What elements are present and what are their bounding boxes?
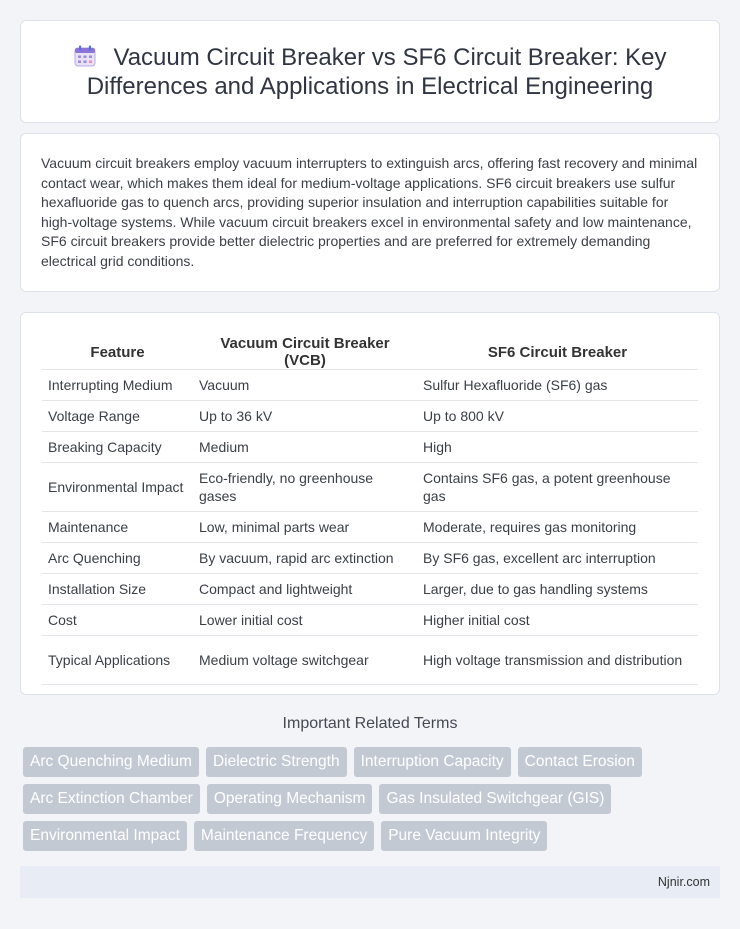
feature-cell: Voltage Range: [42, 401, 193, 432]
feature-cell: Interrupting Medium: [42, 370, 193, 401]
title-card: [20, 20, 720, 123]
vcb-cell: Compact and lightweight: [193, 574, 417, 605]
table-row: [42, 636, 698, 685]
sf6-cell: High voltage transmission and distribution: [417, 636, 698, 685]
table-row: [42, 463, 698, 512]
page-title-text: Vacuum Circuit Breaker vs SF6 Circuit Breaker: Key Differences and Applications in Electrical Engineering: [86, 44, 667, 100]
table-row: [42, 605, 698, 636]
related-term-tag[interactable]: Maintenance Frequency: [194, 821, 374, 851]
table-row: [42, 574, 698, 605]
comparison-table-card: [20, 312, 720, 695]
sf6-cell: Contains SF6 gas, a potent greenhouse gas: [417, 463, 698, 512]
sf6-cell: Sulfur Hexafluoride (SF6) gas: [417, 370, 698, 401]
related-term-tag[interactable]: Contact Erosion: [518, 747, 642, 777]
feature-cell: Breaking Capacity: [42, 432, 193, 463]
related-term-tag[interactable]: Pure Vacuum Integrity: [381, 821, 547, 851]
table-row: [42, 512, 698, 543]
feature-cell: Environmental Impact: [42, 463, 193, 512]
feature-cell: Typical Applications: [42, 636, 193, 685]
feature-cell: Cost: [42, 605, 193, 636]
related-terms-list: [23, 747, 723, 851]
comparison-table: [42, 335, 698, 685]
header-sf6: SF6 Circuit Breaker: [417, 335, 698, 370]
vcb-cell: Vacuum: [193, 370, 417, 401]
feature-cell: Installation Size: [42, 574, 193, 605]
related-term-tag[interactable]: Environmental Impact: [23, 821, 187, 851]
vcb-cell: By vacuum, rapid arc extinction: [193, 543, 417, 574]
table-row: [42, 543, 698, 574]
related-term-tag[interactable]: Gas Insulated Switchgear (GIS): [379, 784, 611, 814]
summary-text: Vacuum circuit breakers employ vacuum interrupters to extinguish arcs, offering fast recovery and minimal contact wear, which makes them ideal for medium-voltage applications. SF6 circuit breakers use sulfur hexafluoride gas to quench arcs, providing superior insulation and interruption capabilities suitable for high-voltage systems. While vacuum circuit breakers excel in environmental safety and low maintenance, SF6 circuit breakers provide better dielectric properties and are preferred for extremely demanding electrical grid conditions.: [41, 155, 698, 269]
related-terms-title: Important Related Terms: [282, 715, 458, 732]
vcb-cell: Up to 36 kV: [193, 401, 417, 432]
vcb-cell: Medium voltage switchgear: [193, 636, 417, 685]
sf6-cell: High: [417, 432, 698, 463]
header-feature: Feature: [42, 335, 193, 370]
related-term-tag[interactable]: Interruption Capacity: [354, 747, 511, 777]
vcb-cell: Medium: [193, 432, 417, 463]
sf6-cell: By SF6 gas, excellent arc interruption: [417, 543, 698, 574]
footer-site-link[interactable]: Njnir.com: [657, 875, 710, 889]
feature-cell: Arc Quenching: [42, 543, 193, 574]
sf6-cell: Moderate, requires gas monitoring: [417, 512, 698, 543]
feature-cell: Maintenance: [42, 512, 193, 543]
vcb-cell: Eco-friendly, no greenhouse gases: [193, 463, 417, 512]
related-term-tag[interactable]: Operating Mechanism: [207, 784, 373, 814]
vcb-cell: Low, minimal parts wear: [193, 512, 417, 543]
summary-card: [20, 133, 720, 292]
sf6-cell: Higher initial cost: [417, 605, 698, 636]
table-row: [42, 432, 698, 463]
sf6-cell: Larger, due to gas handling systems: [417, 574, 698, 605]
table-row: [42, 401, 698, 432]
footer: [20, 866, 720, 898]
page-title: [51, 43, 689, 101]
related-term-tag[interactable]: Arc Quenching Medium: [23, 747, 199, 777]
table-header-row: [42, 335, 698, 370]
related-term-tag[interactable]: Arc Extinction Chamber: [23, 784, 200, 814]
calendar-icon: [73, 44, 97, 68]
sf6-cell: Up to 800 kV: [417, 401, 698, 432]
table-row: [42, 370, 698, 401]
header-vcb: Vacuum Circuit Breaker (VCB): [193, 335, 417, 370]
vcb-cell: Lower initial cost: [193, 605, 417, 636]
related-term-tag[interactable]: Dielectric Strength: [206, 747, 347, 777]
